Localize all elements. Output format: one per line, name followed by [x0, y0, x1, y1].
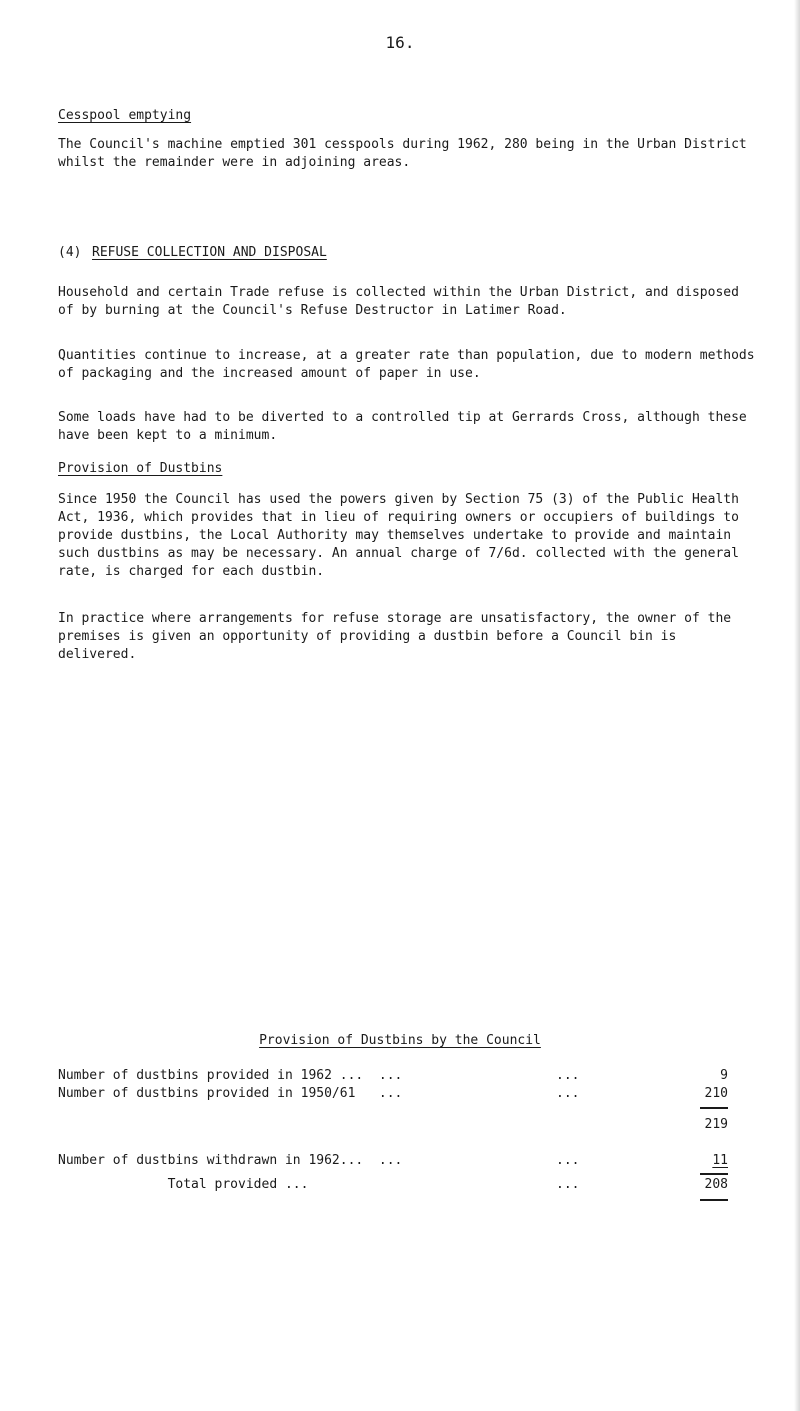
leader-dots: ...	[556, 1177, 580, 1192]
leader-dots: ...	[556, 1068, 580, 1083]
row-label: Number of dustbins provided in 1950/61 ...	[58, 1086, 403, 1101]
row-label: Number of dustbins withdrawn in 1962... ...	[58, 1153, 403, 1168]
cesspool-heading: Cesspool emptying	[58, 108, 192, 123]
table-row	[58, 1067, 728, 1085]
provision-heading: Provision of Dustbins	[58, 461, 223, 476]
cesspool-paragraph: The Council's machine emptied 301 cesspools during 1962, 280 being in the Urban District whilst the remainder were in adjoining areas.	[58, 137, 747, 170]
subtotal-row	[58, 1116, 728, 1134]
page-edge-shadow	[794, 0, 800, 1411]
row-value: 9	[720, 1068, 728, 1083]
total-rule-bottom	[700, 1199, 728, 1201]
row-label: Number of dustbins provided in 1962 ... ...	[58, 1068, 403, 1083]
total-rule-top	[700, 1173, 728, 1175]
row-value: 210	[704, 1086, 728, 1101]
subtotal-value: 219	[704, 1117, 728, 1132]
row-value: 11	[712, 1153, 728, 1168]
dustbin-table-title: Provision of Dustbins by the Council	[259, 1033, 541, 1048]
table-row	[58, 1085, 728, 1103]
provision-paragraph-2: In practice where arrangements for refuse storage are unsatisfactory, the owner of the premises is given an opportunity of providing a dustbin before a Council bin is delivered.	[58, 611, 732, 662]
section-number: (4)	[58, 245, 82, 260]
refuse-paragraph-3: Some loads have had to be diverted to a controlled tip at Gerrards Cross, although these have been kept to a minimum.	[58, 410, 747, 443]
provision-paragraph-1: Since 1950 the Council has used the powers given by Section 75 (3) of the Public Health Act, 1936, which provides that in lieu of requiring owners or occupiers of buildings to provide dustbins, the Local Authority may themselves undertake to provide and maintain such dustbins as may be necessary. An annual charge of 7/6d. collected with the general rate, is charged for each dustbin.	[58, 492, 739, 579]
total-value: 208	[704, 1177, 728, 1192]
page-number: 16.	[385, 33, 415, 52]
table-row	[58, 1152, 728, 1170]
subtotal-rule	[700, 1107, 728, 1109]
total-row	[58, 1176, 728, 1194]
leader-dots: ...	[556, 1153, 580, 1168]
refuse-heading: REFUSE COLLECTION AND DISPOSAL	[92, 245, 327, 260]
row-label: Total provided ...	[58, 1177, 309, 1192]
refuse-paragraph-1: Household and certain Trade refuse is collected within the Urban District, and disposed of by burning at the Council's Refuse Destructor in Latimer Road.	[58, 285, 739, 318]
refuse-section-header	[58, 244, 327, 262]
refuse-paragraph-2: Quantities continue to increase, at a greater rate than population, due to modern methods of packaging and the increased amount of paper in use.	[58, 348, 755, 381]
leader-dots: ...	[556, 1086, 580, 1101]
